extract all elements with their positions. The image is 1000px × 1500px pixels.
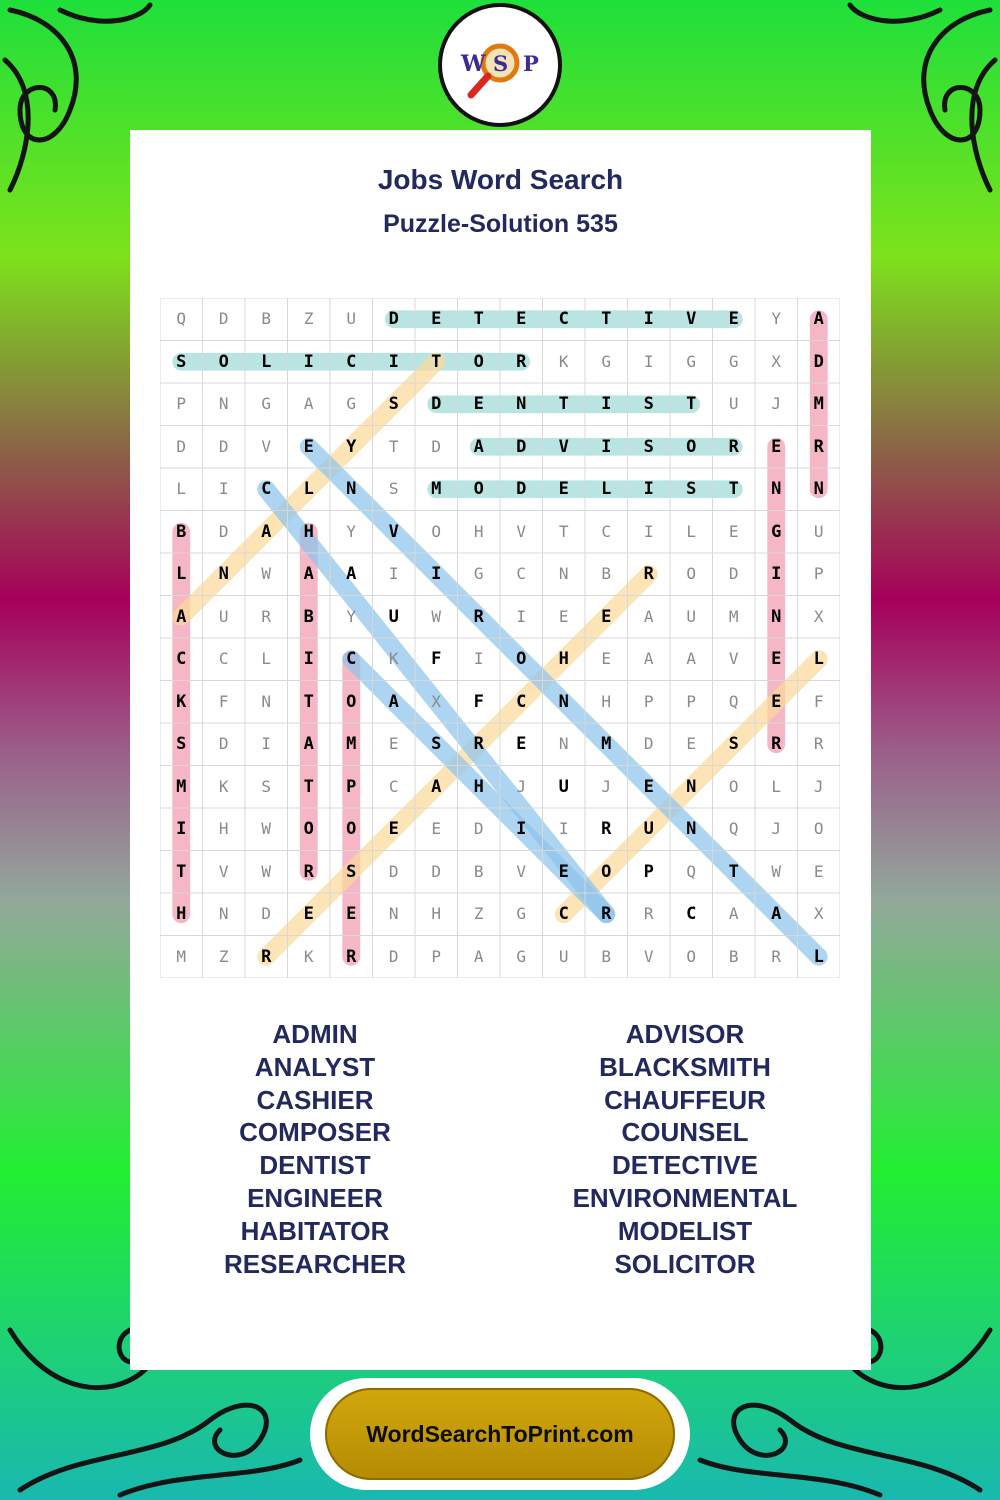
grid-cell[interactable]: A bbox=[388, 691, 399, 712]
grid-cell[interactable]: D bbox=[431, 861, 442, 881]
grid-cell[interactable]: Q bbox=[728, 819, 739, 838]
grid-cell[interactable]: X bbox=[813, 904, 824, 923]
grid-cell[interactable]: N bbox=[218, 904, 229, 923]
grid-cell[interactable]: I bbox=[601, 436, 612, 457]
grid-cell[interactable]: V bbox=[261, 436, 272, 456]
grid-cell[interactable]: V bbox=[643, 946, 654, 966]
grid-cell[interactable]: L bbox=[686, 521, 697, 541]
grid-cell[interactable]: O bbox=[431, 521, 442, 541]
grid-cell[interactable]: D bbox=[388, 946, 399, 966]
grid-cell[interactable]: R bbox=[473, 606, 484, 627]
grid-cell[interactable]: B bbox=[473, 861, 484, 881]
grid-cell[interactable]: G bbox=[601, 351, 612, 371]
grid-cell[interactable]: S bbox=[643, 436, 654, 457]
grid-cell[interactable]: K bbox=[176, 691, 187, 712]
grid-cell[interactable]: T bbox=[176, 861, 187, 882]
grid-cell[interactable]: C bbox=[516, 691, 527, 712]
logo-letter-w: W bbox=[461, 51, 486, 77]
grid-cell[interactable]: D bbox=[218, 309, 229, 328]
grid-cell[interactable]: A bbox=[303, 564, 314, 584]
word-list-item: ENVIRONMENTAL bbox=[572, 1182, 798, 1213]
word-list-item: CASHIER bbox=[256, 1084, 374, 1115]
grid-cell[interactable]: P bbox=[176, 394, 187, 413]
grid-cell[interactable]: K bbox=[218, 776, 229, 796]
grid-cell[interactable]: A bbox=[728, 904, 739, 923]
grid-cell[interactable]: C bbox=[218, 649, 229, 668]
grid-cell[interactable]: E bbox=[388, 819, 399, 839]
grid-cell[interactable]: B bbox=[261, 309, 272, 328]
grid-cell[interactable]: R bbox=[473, 734, 484, 754]
grid-cell[interactable]: G bbox=[473, 564, 484, 583]
grid-cell[interactable]: D bbox=[473, 819, 484, 838]
grid-cell[interactable]: Q bbox=[686, 861, 697, 881]
grid-cell[interactable]: E bbox=[643, 776, 654, 797]
grid-cell[interactable]: B bbox=[601, 946, 612, 966]
grid-cell[interactable]: D bbox=[813, 351, 824, 372]
grid-cell[interactable]: O bbox=[346, 819, 357, 839]
grid-cell[interactable]: I bbox=[431, 564, 442, 584]
word-list-item: MODELIST bbox=[617, 1215, 753, 1246]
grid-cell[interactable]: T bbox=[303, 776, 314, 797]
grid-cell[interactable]: I bbox=[303, 649, 314, 669]
grid-cell[interactable]: E bbox=[431, 819, 442, 838]
grid-cell[interactable]: H bbox=[176, 904, 187, 924]
grid-cell[interactable]: W bbox=[431, 606, 442, 626]
word-list-item: RESEARCHER bbox=[223, 1248, 407, 1279]
grid-cell[interactable]: X bbox=[431, 691, 442, 711]
grid-cell[interactable]: B bbox=[601, 564, 612, 583]
grid-cell[interactable]: B bbox=[176, 521, 187, 542]
grid-cell[interactable]: G bbox=[261, 394, 272, 413]
grid-cell[interactable]: G bbox=[516, 946, 527, 966]
grid-cell[interactable]: N bbox=[261, 691, 272, 711]
grid-cell[interactable]: D bbox=[431, 436, 442, 456]
word-list-right-column bbox=[500, 1018, 870, 1280]
grid-cell[interactable]: T bbox=[601, 309, 612, 329]
grid-cell[interactable]: H bbox=[431, 904, 442, 923]
grid-cell[interactable]: V bbox=[516, 861, 527, 881]
grid-cell[interactable]: I bbox=[643, 521, 654, 541]
grid-cell[interactable]: S bbox=[431, 734, 442, 754]
grid-cell[interactable]: N bbox=[813, 479, 824, 499]
grid-cell[interactable]: I bbox=[643, 351, 654, 371]
grid-cell[interactable]: U bbox=[346, 309, 357, 328]
grid-cell[interactable]: G bbox=[771, 521, 782, 542]
grid-cell[interactable]: S bbox=[728, 734, 739, 754]
word-list-item: ANALYST bbox=[254, 1051, 376, 1082]
grid-cell[interactable]: C bbox=[176, 649, 187, 669]
grid-cell[interactable]: R bbox=[771, 946, 782, 966]
grid-cell[interactable]: D bbox=[388, 861, 399, 881]
grid-cell[interactable]: Z bbox=[218, 946, 229, 966]
grid-cell[interactable]: A bbox=[303, 734, 314, 754]
grid-cell[interactable]: R bbox=[813, 436, 824, 457]
grid-cell[interactable]: D bbox=[516, 436, 527, 457]
grid-cell[interactable]: V bbox=[388, 521, 399, 542]
grid-cell[interactable]: S bbox=[686, 479, 697, 499]
grid-cell[interactable]: L bbox=[771, 776, 782, 796]
grid-cell[interactable]: W bbox=[771, 861, 782, 881]
word-list-item: HABITATOR bbox=[240, 1215, 390, 1246]
grid-cell[interactable]: E bbox=[516, 309, 527, 329]
grid-cell[interactable]: M bbox=[176, 946, 187, 966]
grid-cell[interactable]: S bbox=[176, 734, 187, 754]
grid-cell[interactable]: H bbox=[303, 521, 314, 542]
grid-cell[interactable]: O bbox=[813, 819, 824, 838]
word-list-item: DETECTIVE bbox=[612, 1150, 758, 1181]
grid-cell[interactable]: S bbox=[261, 776, 272, 796]
grid-cell[interactable]: X bbox=[813, 606, 824, 626]
grid-cell[interactable]: E bbox=[516, 734, 527, 754]
grid-cell[interactable]: I bbox=[643, 309, 654, 329]
grid-cell[interactable]: M bbox=[601, 734, 612, 754]
grid-cell[interactable]: H bbox=[473, 776, 484, 797]
page-subtitle: Puzzle-Solution 535 bbox=[383, 210, 618, 238]
grid-cell[interactable]: S bbox=[388, 394, 399, 414]
grid-cell[interactable]: O bbox=[686, 436, 697, 457]
grid-cell[interactable]: O bbox=[728, 776, 739, 796]
grid-cell[interactable]: P bbox=[431, 946, 442, 966]
grid-cell[interactable]: S bbox=[388, 479, 399, 498]
grid-cell[interactable]: I bbox=[558, 819, 569, 838]
grid-cell[interactable]: E bbox=[346, 904, 357, 924]
grid-cell[interactable]: N bbox=[686, 819, 697, 839]
grid-cell[interactable]: L bbox=[176, 479, 187, 498]
grid-cell[interactable]: F bbox=[431, 649, 442, 669]
grid-cell[interactable]: V bbox=[686, 309, 697, 329]
grid-cell[interactable]: L bbox=[813, 649, 824, 669]
grid-cell[interactable]: I bbox=[388, 351, 399, 372]
grid-cell[interactable]: L bbox=[176, 564, 187, 584]
grid-cell[interactable]: G bbox=[686, 351, 697, 371]
grid-cell[interactable]: N bbox=[686, 776, 697, 797]
grid-cell[interactable]: Z bbox=[473, 904, 484, 923]
word-list-item: BLACKSMITH bbox=[599, 1051, 771, 1082]
grid-cell[interactable]: I bbox=[218, 479, 229, 498]
grid-cell[interactable]: S bbox=[176, 351, 187, 372]
grid-cell[interactable]: P bbox=[346, 776, 357, 797]
grid-cell[interactable]: O bbox=[686, 946, 697, 966]
grid-cell[interactable]: C bbox=[261, 479, 272, 499]
grid-cell[interactable]: C bbox=[601, 521, 612, 541]
grid-cell[interactable]: F bbox=[473, 691, 484, 712]
grid-cell[interactable]: I bbox=[176, 819, 187, 839]
grid-cell[interactable]: R bbox=[516, 351, 527, 372]
grid-cell[interactable]: N bbox=[218, 394, 229, 413]
grid-cell[interactable]: D bbox=[218, 521, 229, 541]
grid-cell[interactable]: L bbox=[601, 479, 612, 499]
grid-cell[interactable]: H bbox=[601, 691, 612, 711]
grid-cell[interactable]: N bbox=[771, 606, 782, 627]
grid-cell[interactable]: O bbox=[473, 351, 484, 372]
grid-cell[interactable]: O bbox=[601, 861, 612, 882]
page-title: Jobs Word Search bbox=[377, 164, 624, 195]
grid-cell[interactable]: D bbox=[218, 436, 229, 456]
grid-cell[interactable]: J bbox=[813, 776, 824, 796]
grid-cell[interactable]: D bbox=[516, 479, 527, 499]
grid-cell[interactable]: E bbox=[601, 649, 612, 668]
word-list-item: ADMIN bbox=[272, 1019, 358, 1049]
grid-cell[interactable]: A bbox=[643, 649, 654, 668]
grid-cell[interactable]: G bbox=[516, 904, 527, 923]
grid-cell[interactable]: R bbox=[601, 904, 612, 924]
grid-cell[interactable]: R bbox=[346, 946, 357, 967]
grid-cell[interactable]: A bbox=[176, 606, 187, 627]
grid-cell[interactable]: Y bbox=[346, 606, 357, 626]
grid-cell[interactable]: C bbox=[558, 309, 569, 329]
word-list-item: COUNSEL bbox=[621, 1117, 749, 1148]
grid-cell[interactable]: G bbox=[728, 351, 739, 371]
grid-cell[interactable]: L bbox=[261, 351, 272, 372]
grid-cell[interactable]: E bbox=[303, 904, 314, 924]
grid-cell[interactable]: W bbox=[261, 564, 272, 583]
grid-cell[interactable]: V bbox=[728, 649, 739, 668]
grid-cell[interactable]: I bbox=[303, 351, 314, 372]
grid-cell[interactable]: U bbox=[643, 819, 654, 839]
grid-cell[interactable]: H bbox=[473, 521, 484, 541]
grid-cell[interactable]: E bbox=[728, 521, 739, 541]
grid-cell[interactable]: E bbox=[771, 649, 782, 669]
grid-cell[interactable]: Y bbox=[771, 309, 782, 328]
grid-cell[interactable]: N bbox=[346, 479, 357, 499]
grid-cell[interactable]: I bbox=[473, 649, 484, 668]
grid-cell[interactable]: K bbox=[303, 946, 314, 966]
grid-cell[interactable]: C bbox=[346, 351, 357, 372]
grid-cell[interactable]: E bbox=[771, 691, 782, 712]
word-list-item: ENGINEER bbox=[247, 1182, 383, 1213]
grid-cell[interactable]: Q bbox=[176, 309, 187, 328]
grid-cell[interactable]: T bbox=[728, 861, 739, 882]
grid-cell[interactable]: J bbox=[516, 776, 527, 796]
grid-cell[interactable]: N bbox=[558, 691, 569, 712]
grid-cell[interactable]: R bbox=[303, 861, 314, 882]
grid-cell[interactable]: P bbox=[686, 691, 697, 711]
grid-cell[interactable]: R bbox=[261, 946, 272, 967]
grid-cell[interactable]: J bbox=[771, 394, 782, 413]
grid-cell[interactable]: S bbox=[346, 861, 357, 882]
grid-cell[interactable]: Y bbox=[346, 436, 357, 457]
grid-cell[interactable]: B bbox=[303, 606, 314, 627]
word-list-item: DENTIST bbox=[259, 1150, 371, 1181]
grid-cell[interactable]: Y bbox=[346, 521, 357, 541]
grid-cell[interactable]: A bbox=[303, 394, 314, 413]
grid-cell[interactable]: D bbox=[261, 904, 272, 923]
grid-cell[interactable]: J bbox=[771, 819, 782, 838]
grid-cell[interactable]: E bbox=[728, 309, 739, 329]
grid-cell[interactable]: U bbox=[388, 606, 399, 627]
grid-cell[interactable]: A bbox=[261, 521, 272, 542]
grid-cell[interactable]: N bbox=[771, 479, 782, 499]
grid-cell[interactable]: D bbox=[643, 734, 654, 753]
grid-cell[interactable]: E bbox=[388, 734, 399, 753]
grid-cell[interactable]: U bbox=[218, 606, 229, 626]
grid-cell[interactable]: R bbox=[813, 734, 824, 753]
grid-cell[interactable]: T bbox=[303, 691, 314, 712]
grid-cell[interactable]: C bbox=[346, 649, 357, 669]
grid-cell[interactable]: A bbox=[431, 776, 442, 797]
word-list-left-column bbox=[130, 1018, 500, 1280]
grid-cell[interactable]: V bbox=[558, 436, 569, 457]
grid-cell[interactable]: L bbox=[261, 649, 272, 668]
grid-cell[interactable]: O bbox=[303, 819, 314, 839]
grid-cell[interactable]: I bbox=[601, 394, 612, 414]
grid-cell[interactable]: M bbox=[346, 734, 357, 754]
grid-cell[interactable]: T bbox=[558, 521, 569, 541]
grid-cell[interactable]: Z bbox=[303, 309, 314, 328]
grid-cell[interactable]: M bbox=[176, 776, 187, 797]
grid-cell[interactable]: E bbox=[686, 734, 697, 753]
grid-cell[interactable]: A bbox=[686, 649, 697, 668]
word-list-item: COMPOSER bbox=[239, 1117, 391, 1148]
grid-cell[interactable]: O bbox=[473, 479, 484, 499]
grid-cell[interactable]: I bbox=[643, 479, 654, 499]
grid-cell[interactable]: I bbox=[261, 734, 272, 753]
grid-cell[interactable]: T bbox=[728, 479, 739, 499]
grid-cell[interactable]: T bbox=[558, 394, 569, 414]
grid-cell[interactable]: O bbox=[686, 564, 697, 583]
grid-cell[interactable]: N bbox=[558, 734, 569, 753]
flourish-top-right-icon bbox=[850, 5, 995, 190]
wsp-logo bbox=[437, 2, 563, 128]
grid-cell[interactable]: R bbox=[643, 564, 654, 584]
grid-cell[interactable]: A bbox=[771, 904, 782, 924]
grid-cell[interactable]: D bbox=[176, 436, 187, 456]
grid-cell[interactable]: W bbox=[261, 819, 272, 838]
grid-cell[interactable]: E bbox=[601, 606, 612, 627]
grid-cell[interactable]: F bbox=[218, 691, 229, 711]
grid-cell[interactable]: E bbox=[473, 394, 484, 414]
grid-cell[interactable]: F bbox=[813, 691, 824, 711]
grid-cell[interactable]: A bbox=[473, 946, 484, 966]
grid-cell[interactable]: W bbox=[261, 861, 272, 881]
grid-cell[interactable]: O bbox=[516, 649, 527, 669]
grid-cell[interactable]: T bbox=[473, 309, 484, 329]
flourish-top-left-icon bbox=[5, 5, 150, 190]
grid-cell[interactable]: C bbox=[558, 904, 569, 924]
grid-cell[interactable]: E bbox=[558, 479, 569, 499]
grid-cell[interactable]: H bbox=[558, 649, 569, 669]
grid-cell[interactable]: C bbox=[686, 904, 697, 924]
grid-cell[interactable]: L bbox=[303, 479, 314, 499]
grid-cell[interactable]: D bbox=[388, 309, 399, 329]
word-list-item: CHAUFFEUR bbox=[604, 1084, 766, 1115]
grid-cell[interactable]: R bbox=[728, 436, 739, 457]
word-list-item: SOLICITOR bbox=[614, 1248, 756, 1279]
word-list-item: ADVISOR bbox=[625, 1019, 745, 1049]
grid-cell[interactable]: U bbox=[728, 394, 739, 413]
grid-cell[interactable]: T bbox=[388, 436, 399, 456]
grid-cell[interactable]: E bbox=[558, 861, 569, 882]
grid-cell[interactable]: D bbox=[431, 394, 442, 414]
grid-cell[interactable]: K bbox=[388, 649, 399, 668]
grid-cell[interactable]: E bbox=[813, 861, 824, 881]
grid-cell[interactable]: V bbox=[218, 861, 229, 881]
grid-cell[interactable]: D bbox=[728, 564, 739, 583]
grid-cell[interactable]: U bbox=[686, 606, 697, 626]
grid-cell[interactable]: P bbox=[643, 861, 654, 882]
grid-cell[interactable]: I bbox=[388, 564, 399, 583]
grid-cell[interactable]: I bbox=[516, 819, 527, 839]
grid-cell[interactable]: A bbox=[473, 436, 484, 457]
grid-cell[interactable]: M bbox=[431, 479, 442, 499]
grid-cell[interactable]: O bbox=[346, 691, 357, 712]
grid-cell[interactable]: L bbox=[813, 946, 824, 967]
grid-cell[interactable]: Q bbox=[728, 691, 739, 711]
grid-cell[interactable]: R bbox=[643, 904, 654, 923]
grid-cell[interactable]: U bbox=[558, 776, 569, 797]
grid-cell[interactable]: A bbox=[643, 606, 654, 626]
grid-cell[interactable]: S bbox=[643, 394, 654, 414]
grid-cell[interactable]: A bbox=[346, 564, 357, 584]
grid-cell[interactable]: E bbox=[771, 436, 782, 457]
grid-cell[interactable]: J bbox=[601, 776, 612, 796]
grid-cell[interactable]: I bbox=[516, 606, 527, 626]
grid-cell[interactable]: C bbox=[388, 776, 399, 796]
grid-cell[interactable]: X bbox=[771, 351, 782, 371]
logo-letter-s: S bbox=[493, 51, 509, 76]
grid-cell[interactable]: R bbox=[771, 734, 782, 754]
logo-letter-p: P bbox=[523, 51, 539, 76]
grid-cell[interactable]: O bbox=[218, 351, 229, 372]
grid-cell[interactable]: E bbox=[303, 436, 314, 457]
grid-cell[interactable]: R bbox=[261, 606, 272, 626]
grid-cell[interactable]: G bbox=[346, 394, 357, 413]
grid-cell[interactable]: T bbox=[431, 351, 442, 372]
grid-cell[interactable]: N bbox=[388, 904, 399, 923]
grid-cell[interactable]: U bbox=[813, 521, 824, 541]
grid-cell[interactable]: N bbox=[516, 394, 527, 414]
grid-cell[interactable]: V bbox=[516, 521, 527, 541]
grid-cell[interactable]: I bbox=[771, 564, 782, 584]
grid-cell[interactable]: P bbox=[643, 691, 654, 711]
grid-cell[interactable]: A bbox=[813, 309, 824, 329]
grid-cell[interactable]: U bbox=[558, 946, 569, 966]
grid-cell[interactable]: N bbox=[558, 564, 569, 583]
grid-cell[interactable]: B bbox=[728, 946, 739, 966]
grid-cell[interactable]: N bbox=[218, 564, 229, 584]
grid-cell[interactable]: E bbox=[558, 606, 569, 626]
grid-cell[interactable]: M bbox=[728, 606, 739, 626]
grid-cell[interactable]: P bbox=[813, 564, 824, 583]
word-search-grid bbox=[160, 298, 840, 978]
grid-cell[interactable]: E bbox=[431, 309, 442, 329]
grid-cell[interactable]: R bbox=[601, 819, 612, 839]
grid-cell[interactable]: D bbox=[218, 734, 229, 753]
website-link-button[interactable]: WordSearchToPrint.com bbox=[325, 1388, 675, 1480]
grid-cell[interactable]: T bbox=[686, 394, 697, 414]
grid-cell[interactable]: C bbox=[516, 564, 527, 583]
grid-cell[interactable]: K bbox=[558, 351, 569, 371]
grid-cell[interactable]: M bbox=[813, 394, 824, 414]
grid-cell[interactable]: H bbox=[218, 819, 229, 838]
